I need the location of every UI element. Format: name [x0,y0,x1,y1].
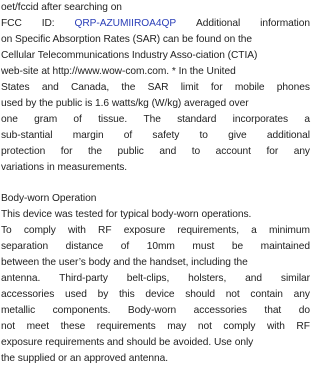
text-line-justified [1,80,310,96]
word: to [199,130,208,141]
word: margin [72,130,104,141]
word: and [41,82,59,93]
word: RF [98,225,112,236]
word: one [1,114,18,125]
word: protection [1,146,46,157]
word: should [185,289,215,300]
text-line-fcc-id [1,16,310,32]
word: any [293,146,310,157]
word: the [121,82,136,93]
text-line: on Specific Absorption Rates (SAR) can be found on the [1,34,253,45]
word: holsters, [188,273,227,284]
text-line: the supplied or an approved antenna. [1,353,168,364]
text-line-justified [1,223,310,239]
word: limit [180,82,199,93]
paragraph-spacer [1,176,310,191]
word: a [251,225,257,236]
word: accessories [1,289,55,300]
word: safety [152,130,180,141]
word: phones [276,82,310,93]
word: requirements [96,321,156,332]
word: these [60,321,86,332]
word: Third-party [59,273,108,284]
text-line: Cellular Telecommunications Industry Asso-ciation (CTIA) [1,50,258,61]
word: tissue. [98,114,128,125]
word: standard [177,114,217,125]
word: that [264,305,282,316]
sar-paragraph [1,0,310,176]
text-line-justified [1,144,310,160]
word: account [215,146,251,157]
word: accessories [193,305,247,316]
word: incorporates [232,114,289,125]
word: exposure [123,225,166,236]
word: The [143,114,161,125]
text-line-justified [1,128,310,144]
text-line: exposure requirements and should be avoided. Use only [1,337,254,348]
word: Canada, [70,82,110,93]
word: ID: [41,18,55,29]
word: Additional [196,18,241,29]
word: do [298,305,310,316]
word: a [304,114,310,125]
word: not [225,289,240,300]
word: States [1,82,30,93]
text-line-justified [1,319,310,335]
text-line-justified [1,303,310,319]
word: To [1,225,12,236]
word: information [260,18,310,29]
word: and [245,273,262,284]
word: contain [250,289,283,300]
text-line: web-site at http://www.wow-com.com. * In the United [1,66,236,77]
word: give [228,130,247,141]
word: of [73,114,82,125]
text-line: used by the public is 1.6 watts/kg (W/kg) averaged over [1,98,249,109]
word: mobile [234,82,265,93]
word: the [88,146,103,157]
word: not [1,321,16,332]
word: metallic [1,305,36,316]
word: with [266,321,285,332]
word: gram [34,114,58,125]
word: of [123,130,133,141]
word: components. [52,305,111,316]
word: may [167,321,187,332]
word: for [60,146,73,157]
word: SAR [147,82,169,93]
word: for [266,146,279,157]
body-worn-section [1,191,310,367]
word: of [120,241,130,252]
word: to [191,146,201,157]
word: distance [65,241,104,252]
word: device [145,289,175,300]
word: comply [23,225,56,236]
word: be [231,241,244,252]
section-heading: Body-worn Operation [1,193,97,204]
word: minimum [268,225,310,236]
text-line: oet/fccid after searching on [1,2,122,13]
word: for [210,82,223,93]
word: separation [1,241,49,252]
word: and [159,146,177,157]
word: meet [26,321,50,332]
word: any [293,289,310,300]
word: FCC [1,18,22,29]
word: this [118,289,135,300]
word: not [197,321,212,332]
word: similar [280,273,310,284]
word: additional [266,130,310,141]
text-line-justified [1,112,310,128]
text-line-justified [1,239,310,255]
text-line: variations in measurements. [1,162,128,173]
word: maintained [260,241,310,252]
word: belt-clips, [126,273,170,284]
word: Body-worn [127,305,177,316]
word: sub-stantial [1,130,53,141]
text-line-justified [1,271,310,287]
text-line-justified [1,287,310,303]
word: comply [223,321,256,332]
word: 10mm [146,241,175,252]
word: must [192,241,215,252]
word: requirements, [177,225,239,236]
word: RF [296,321,310,332]
word: by [97,289,109,300]
word: with [67,225,86,236]
word: used [64,289,87,300]
word: public [117,146,144,157]
text-line: This device was tested for typical body-worn operations. [1,209,252,220]
word: antenna. [1,273,41,284]
fcc-id-link[interactable]: QRP-AZUMIIROA4QP [74,18,177,29]
text-line: between the user’s body and the handset, including the [1,257,248,268]
